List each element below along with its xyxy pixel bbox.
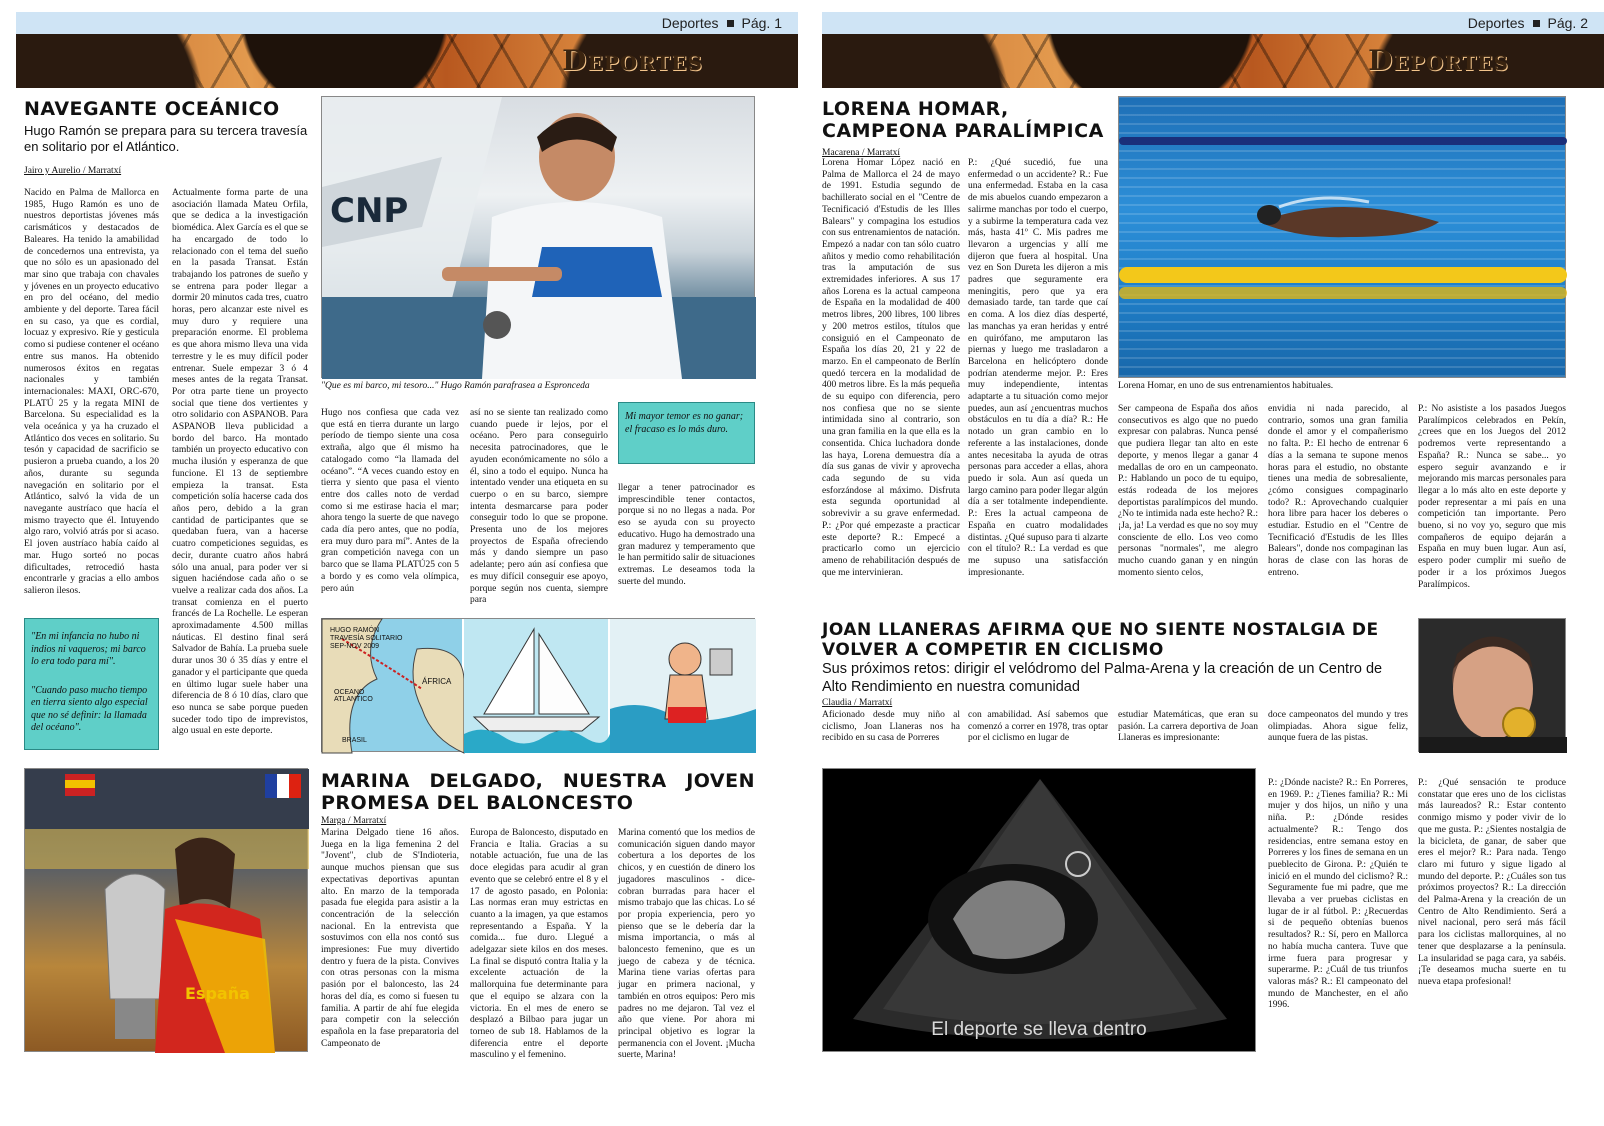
article-title-llaneras: JOAN LLANERAS AFIRMA QUE NO SIENTE NOSTALGIA DE VOLVER A COMPETIR EN CICLISMO — [822, 620, 1379, 660]
byline: Marga / Marratxí — [321, 816, 387, 826]
article-title-marina: MARINA DELGADO, NUESTRA JOVEN PROMESA DEL BALONCESTO — [321, 770, 755, 814]
article-column: doce campeonatos del mundo y tres olimpiadas. Ahora sigue feliz, aunque fuera de las pistas. — [1268, 710, 1408, 744]
newspaper-page-2 — [822, 12, 1604, 1112]
article-column: llegar a tener patrocinador es imprescindible tener contactos, porque si no no llegas a nada. Por eso se ayuda con su proyecto educativo. Hugo ha demostrado una gran madurez y temperamento que le han permitido salir de situaciones extremas. Le deseamos toda la suerte del mundo. — [618, 483, 755, 587]
article-column: estudiar Matemáticas, que eran su pasión. La carrera deportiva de Joan Llaneras es impresionante: — [1118, 710, 1258, 744]
map-label: TRAVESÍA SOLITARIO — [330, 635, 403, 642]
article-column: Aficionado desde muy niño al ciclismo, Joan Llaneras nos ha recibido en su casa de Porreres — [822, 710, 960, 744]
ultrasound-image — [822, 768, 1256, 1052]
banner-title: Deportes — [562, 44, 703, 77]
article-title-lorena: LORENA HOMAR, CAMPEONA PARALÍMPICA — [822, 98, 1104, 142]
article-column: Actualmente forma parte de una asociación llamada Mateu Orfila, que se dedica a la investigación biomédica. Alex García es el que se ha encargado de todo lo relacionado con el tema del sueño en la pasada Transat. Están trabajando los patrones de sueño y se entrena para poder llegar a dormir 20 minutos cada tres, cuatro horas, pero alcanzar este nivel es muy duro y requiere una preparación enorme. El problema es que ahora mismo lleva una vida terrestre y le es muy difícil poder entrenar. Suele empezar 3 ó 4 meses antes de la regata Transat. Por otra parte tiene un proyecto social que tiene dos vertientes y otro solidario con ASPANOB. Para ASPANOB lleva publicidad a bordo del barco. Ha montado también un proyecto educativo con mucha ilusión y esperanza de que funcione. El 13 de septiembre empieza la transat. Esta competición solía hacerse cada dos años pero, debido a la gran cantidad de participantes que se quedaban fuera, van a hacerse cuatro competiciones seguidas, es decir, durante cuatro años habrá sólo una anual, para poder ver si siguen haciéndose cada año o se vuelve a realizar cada dos años. La transat comienza en el puerto francés de La Rochelle. Le esperan aproximadamente 4.500 millas náuticas. El destino final será Salvador de Bahía. La prueba suele durar unos 30 ó 35 días y entre el ganador y el participante que queda en último lugar suele haber una diferencia de 8 ó 10 días, claro que eso nunca se sabe porque pueden suceder todo tipo de imprevistos, algo usual en este deporte. — [172, 188, 308, 737]
byline: Claudia / Marratxí — [822, 698, 893, 708]
ultrasound-caption: El deporte se lleva dentro — [931, 1019, 1147, 1040]
comic-strip — [321, 618, 755, 752]
section-banner — [16, 34, 798, 88]
page-number: Deportes Pág. 2 — [1467, 15, 1588, 31]
article-column: P.: ¿Qué sensación te produce constatar que eres uno de los ciclistas más laureados? R.: Estar contento conmigo mismo y poder vivir de lo que me gusta. P.: ¿Sientes nostalgia de la bicicleta, de ganar, de saber que eres el mejor? R.: Para nada. Tengo claro mi futuro y sigue ligado al mundo del deporte. P.: ¿Cuáles son tus próximos proyectos? R.: La dirección del Palma-Arena y la creación de un Centro de Alto Rendimiento. Será a nivel nacional, pero será más fácil para los ciclistas mallorquines, al no tener que desplazarse a la península. La insularidad se paga cara, ya sabéis. ¡Te deseamos mucha suerte en tu nueva etapa profesional! — [1418, 778, 1566, 987]
sailor-photo — [321, 96, 755, 378]
page-header-bar — [16, 12, 798, 34]
svg-text:España: España — [185, 984, 250, 1003]
article-column: P.: No asististe a los pasados Juegos Paralímpicos celebrados en Pekín, ¿crees que en los Juegos del 2012 podremos verte representando a España? R.: Nunca se sabe... yo espero seguir avanzando e ir mejorando mis marcas personales para llegar a lo más alto en este deporte y poder representar a mi país en una competición tan importante. Pero bueno, si no voy yo, seguro que mis compañeros de equipo dejarán a España en muy buen lugar. Aun así, espero poder cumplir mi sueño de poder ir a los próximos Juegos Paralímpicos. — [1418, 404, 1566, 590]
page-header-bar — [822, 12, 1604, 34]
map-panel — [322, 619, 464, 751]
pull-quote-box — [24, 618, 159, 750]
swimmer-photo — [1118, 96, 1566, 378]
article-column: Hugo nos confiesa que cada vez que está en tierra durante un largo período de tiempo siente una cosa extraña, algo que él mismo ha catalogado como “la llamada del océano”. “A veces cuando estoy en tierra y siento que pasa el viento entre dos calles noto de verdad como si me estirase hacia el mar; ahora tengo la suerte de que navego cada día pero antes, que no podía, era muy duro para mí”. Antes de la gran competición navega con un barco que se llama PLATÚ25 con 5 a bordo y es como vela olímpica, pero aún — [321, 408, 459, 594]
pull-quote: "Cuando paso mucho tiempo en tierra siento algo especial que no sé definir: la llamada del océano". — [31, 684, 148, 733]
pull-quote: Mi mayor temor es no ganar; el fracaso es lo más duro. — [618, 402, 755, 464]
byline: Jairo y Aurelio / Marratxí — [24, 166, 122, 176]
map-label: OCEANO ATLANTICO — [334, 689, 373, 703]
basketball-trophy-photo — [24, 768, 308, 1052]
sailor-illustration — [322, 97, 756, 379]
article-column: Marina comentó que los medios de comunicación siguen dando mayor cobertura a los deportes de los chicos, y en cuestión de dinero los jugadores masculinos - dice- cobran burradas para hacer el mismo trabajo que las chicas. Lo sé por propia experiencia, pero yo pienso que se le debería dar la misma importancia, o más al baloncesto femenino, que es un juego de cabeza y de técnica. Marina tiene varias ofertas para jugar en primera nacional, y también en otros equipos: Pero mis padres no me dejaron. Tal vez el año que viene. Por ahora mi principal objetivo es lograr la permanencia con el Jovent. ¡Mucha suerte, Marina! — [618, 828, 755, 1061]
article-column: P.: ¿Dónde naciste? R.: En Porreres, en 1969. P.: ¿Tienes familia? R.: Mi mujer y dos hijos, un niño y una niña. P.: ¿Dónde resides actualmente? R.: Tengo dos residencias, entre semana estoy en Porreres y los fines de semana en un pueblecito de Girona. P.: ¿Quién te inició en el mundo del ciclismo? R.: Seguramente fue mi padre, que me llevaba a ver pruebas ciclistas en lugar de ir al fútbol. P.: ¿Recuerdas si de pequeño obtenías buenos resultados? R.: Sí, pero en Mallorca no había mucha cantera. Tuve que irme fuera para progresar y superarme. P.: ¿Cuál de tus triunfos valoras más? R.: El campeonato del mundo de Manchester, en el año 1996. — [1268, 778, 1408, 1011]
photo-caption: "Que es mi barco, mi tesoro..." Hugo Ramón parafrasea a Espronceda — [321, 381, 590, 391]
section-banner — [822, 34, 1604, 88]
article-title-navegante: NAVEGANTE OCEÁNICO — [24, 98, 280, 120]
article-subtitle-llaneras: Sus próximos retos: dirigir el velódromo del Palma-Arena y la creación de un Centro de Alto Rendimiento en nuestra comunidad — [822, 661, 1383, 695]
map-label: SEP-NOV 2009 — [330, 643, 380, 650]
svg-text:CNP: CNP — [330, 191, 409, 231]
photo-caption: Lorena Homar, en uno de sus entrenamientos habituales. — [1118, 381, 1334, 391]
article-column: con amabilidad. Así sabemos que comenzó a correr en 1978, tras optar por el ciclismo en lugar de — [968, 710, 1108, 744]
boat-panel — [464, 619, 610, 751]
article-column: Ser campeona de España dos años consecutivos es algo que no puedo expresar con palabras. Nunca pensé que pudiera llegar tan alto en este deporte, y menos llegar a ganar 4 medallas de oro en un campeonato. P.: Hablando un poco de tu equipo, estás rodeada de los mejores deportistas paralímpicos del mundo. ¿No te intimida nada este hecho? R.: ¡Ja, ja! La verdad es que no soy muy consciente de ello. Los veo como personas "normales", me alegro mucho cuando ganan y en ningún momento siento celos, — [1118, 404, 1258, 578]
article-column: P.: ¿Qué sucedió, fue una enfermedad o un accidente? R.: Fue una enfermedad. Estaba en la casa de mis abuelos cuando empezaron a salirme manchas por todo el cuerpo, y a subirme la temperatura cada vez más, hasta 41º C. Mis padres me llevaron a urgencias y allí me dijeron que fuera al hospital. Una vez en Son Dureta les dijeron a mis padres que seguramente era meningitis, pero que ya era demasiado tarde, tan tarde que caí en coma. A los diez días desperté, las manchas ya eran heridas y entré en quirófano, me amputaron las piernas y luego me trasladaron a Barcelona en helicóptero donde podrían atenderme mejor. P.: Eres muy independiente, intentas adaptarte a tu situación como mejor puedes, aun así ¿encuentras muchos obstáculos en tu día a día? R.: He notado un gran cambio en lo referente a las instalaciones, donde antes necesitaba la ayuda de otras personas para acceder a ellas, ahora puedo ir sola. Aun así queda un largo camino para poder llegar algún día a ser totalmente independiente. P.: Eres la actual campeona de España en cuatro modalidades distintas. ¿Qué supuso para ti alzarte con el título? R.: La verdad es que me supuso una satisfacción impresionante. — [968, 158, 1108, 578]
sailor-panel — [610, 619, 756, 751]
pull-quote: "En mi infancia no hubo ni indios ni vaqueros; mi barco lo era todo para mí". — [31, 631, 146, 667]
article-column: Marina Delgado tiene 16 años. Juega en la liga femenina 2 del "Jovent", club de S'Indioteria, aunque muchos piensan que sus expectativas deportivas apuntan alto. En marzo de la temporada pasada fue elegida para asistir a la concentración de la selección nacional. En la entrevista que sostuvimos con ella nos contó sus impresiones: Fue muy divertido dentro y fuera de la pista. Convives con otras personas con la misma pasión por el baloncesto, las 24 horas del día, es como si fuesen tu familia. A partir de ahí fue elegida para competir con la selección española en la fase preparatoria del Campeonato de — [321, 828, 459, 1049]
map-label: ÁFRICA — [422, 677, 452, 686]
article-column: Nacido en Palma de Mallorca en 1985, Hugo Ramón es uno de nuestros deportistas jóvenes más carismáticos y destacados de Baleares. Ha tenido la amabilidad de concedernos una entrevista, ya que no sólo es un apasionado del mar sino que trabaja con chavales y jóvenes en un proyecto educativo en pro del océano, del medio ambiente y del deporte. Tarea fácil en su caso, ya que es cordial, locuaz y expresivo. Ríe y gesticula como si pudiese contener el océano entre sus manos. Ha obtenido numerosos éxitos en regatas nacionales y también internacionales: MAXI, ORC-670, PLATÚ 25 y la regata MINI de Barcelona. Su especialidad es la vela oceánica y ya ha cruzado el Atlántico dos veces en solitario. Su tesón y capacidad de sacrificio se pusieron a prueba cuando, a los 20 años, durante su segunda navegación en solitario por el Atlántico, salvó la vida de un navegante austríaco que hacía el mismo trayecto que él. Intuyendo algo raro, volvió atrás por si acaso. El joven austríaco había caído al mar. Hugo sorteó no pocas dificultades, retrocedió hasta encontrarle y gracias a ello ambos salieron ilesos. — [24, 188, 159, 596]
article-column: Lorena Homar López nació en Palma de Mallorca el 24 de mayo de 1991. Estudia segundo de bachillerato social en el "Centre de Tecnificació d'Estudis de les Illes Balears" y compagina los estudios con sus entrenamientos de natación. Empezó a nadar con tan sólo cuatro añitos y medio como rehabilitación tras la amputación de sus extremidades inferiores. A sus 17 años Lorena es la actual campeona de España en la modalidad de 400 metros libres, 200 libres, 100 libres y 200 metros estilos, títulos que consiguió en el Campeonato de España los días 20, 21 y 22 de marzo. En el campeonato de Berlín quedó tercera en la modalidad de 400 metros libre. Es la más pequeña de su equipo con diferencia, pero nos confiesa que no se siente intimidada sino al contrario, son una gran familia en la que ella es la consentida. Chica luchadora donde las haya, Lorena demuestra día a día sus ganas de vivir y aprovecha cada segundo de su vida esforzándose al máximo. Disfruta esta segunda oportunidad al sobrevivir a su grave enfermedad. P.: ¿Por qué empezaste a practicar este deporte? R.: Empecé a practicarlo como un ejercicio ameno de rehabilitación después de que me intervinieran. — [822, 158, 960, 578]
map-label: HUGO RAMÓN — [330, 627, 379, 634]
article-column: envidia ni nada parecido, al contrario, somos una gran familia donde el amor y el compañerismo no falta. P.: El hecho de entrenar 6 días a la semana te supone menos horas para el estudio, no obstante tienes una media de sobresaliente, ¿cómo consigues compaginarlo todo? R.: Aprovechando cualquier hora libre para hacer los deberes o estudiar. Estudio en el "Centre de Tecnificació d'Estudis de les Illes Balears", donde nos compaginan las horas de clase con las horas de entreno. — [1268, 404, 1408, 578]
page-number: Deportes Pág. 1 — [661, 15, 782, 31]
article-subtitle-navegante: Hugo Ramón se prepara para su tercera travesía en solitario por el Atlántico. — [24, 123, 308, 154]
article-column: así no se siente tan realizado como cuando puede ir lejos, por el océano. Pero para conseguirlo necesita patrocinadores, que le ayuden económicamente no sólo a él, sino a todo el equipo. Nunca ha intentado vender una etiqueta en su cuerpo o en su barco, siempre intenta desmarcarse para poder conseguir todo lo que se propone. Presenta uno de los mejores proyectos de España ofreciendo más y dando siempre un paso adelante; pero aún así confiesa que es muy difícil conseguir ese apoyo, porque según nos cuenta, siempre para — [470, 408, 608, 606]
banner-title: Deportes — [1368, 44, 1509, 77]
map-label: BRASIL — [342, 737, 367, 744]
newspaper-page-1 — [16, 12, 798, 1112]
article-column: Europa de Baloncesto, disputado en Francia e Italia. Gracias a su notable actuación, fue una de las doce elegidas para acudir al gran evento que se celebró entre el 8 y el 17 de agosto pasado, en Polonia: Las normas eran muy estrictas en cuanto a la imagen, ya que estamos representando a España. Y la comida... fue duro. Llegué a adelgazar siete kilos en dos meses. La final se disputó contra Italia y la excelente actuación de la mallorquina fue determinante para que el equipo se alzara con la victoria. En el mes de enero se desplazó a Bilbao para jugar un torneo de sub 18. Hablamos de la diferencia entre el deporte masculino y el femenino. — [470, 828, 608, 1061]
cyclist-medal-photo — [1418, 618, 1566, 752]
byline: Macarena / Marratxí — [822, 148, 901, 158]
